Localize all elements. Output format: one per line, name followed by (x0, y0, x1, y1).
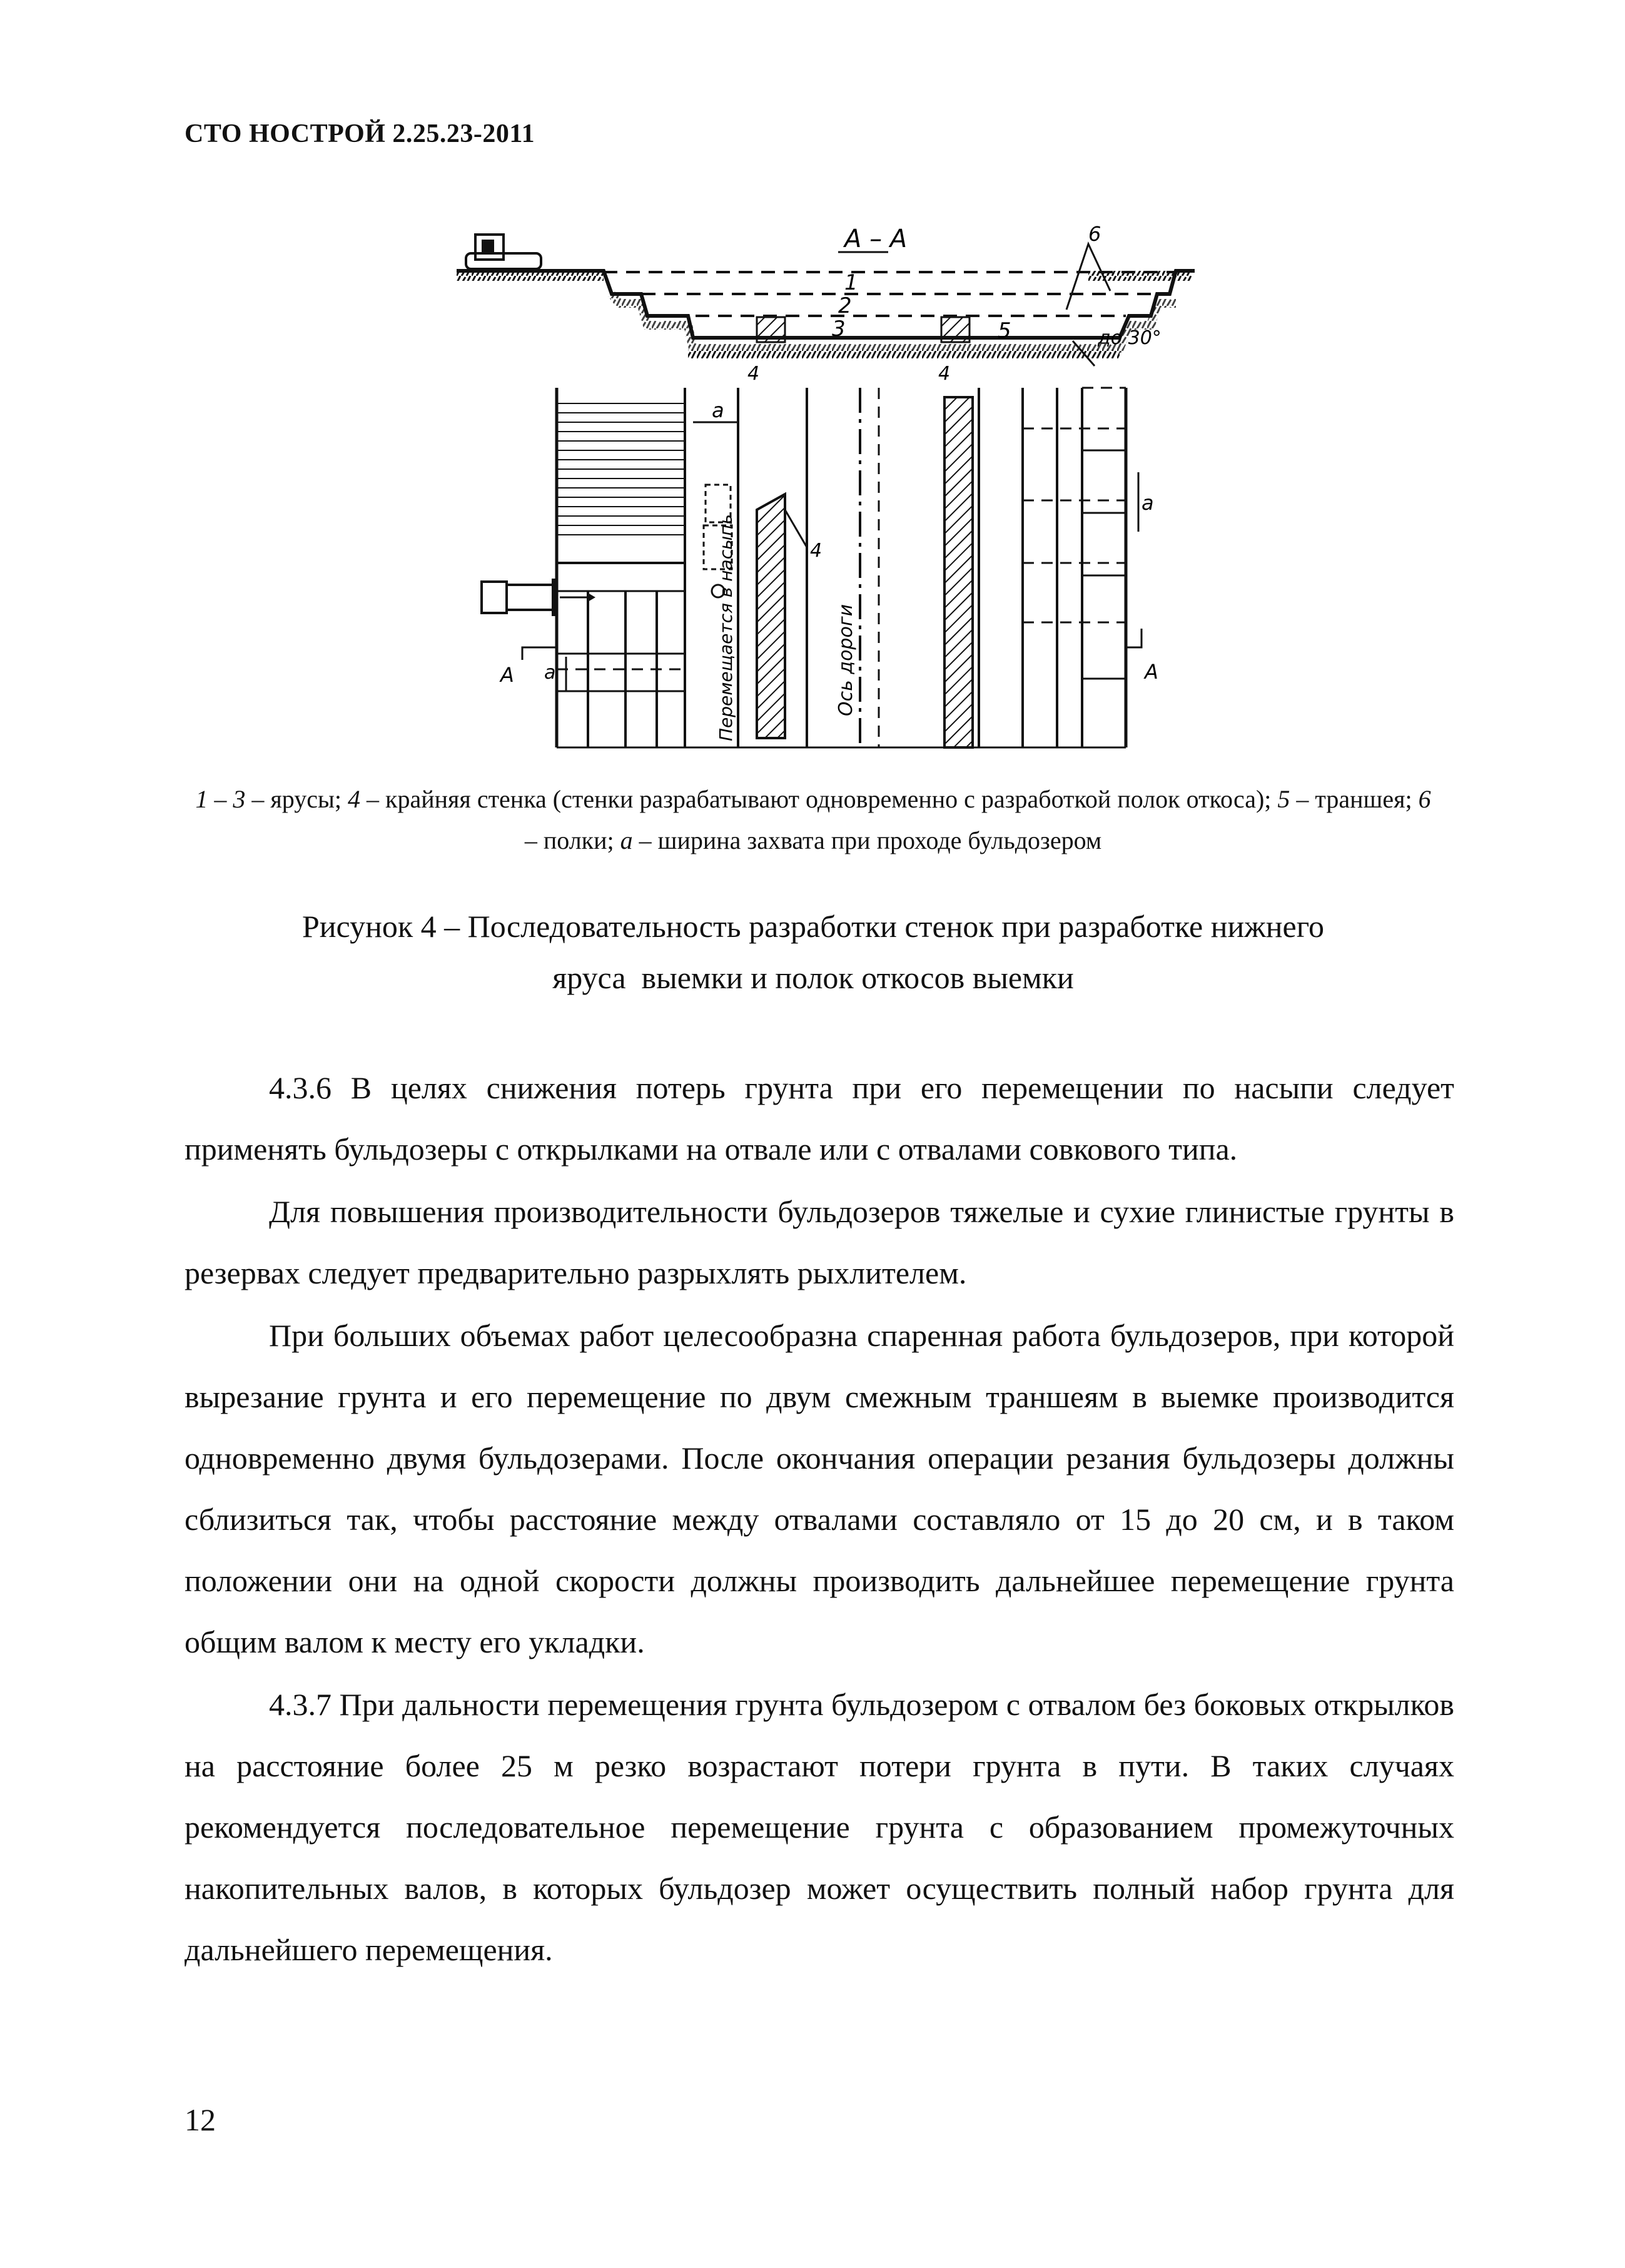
width-label-top: а (712, 398, 724, 422)
slope-label: до 30° (1098, 327, 1162, 349)
legend-key-4: 4 (348, 785, 361, 813)
diagram-svg (457, 216, 1195, 760)
legend-text-a: – ширина захвата при проходе бульдозером (632, 826, 1102, 854)
legend-text-1-3: – ярусы; (245, 785, 348, 813)
legend-key-1-3: 1 – 3 (195, 785, 246, 813)
section-label: А – А (844, 225, 908, 253)
tier-2-label: 2 (838, 293, 852, 318)
cut-mark-right: А (1145, 660, 1158, 684)
shelf-label: 6 (1088, 222, 1101, 246)
figure-title (188, 901, 1439, 1003)
width-label-right: а (1142, 491, 1154, 515)
figure-title-line-2: яруса выемки и полок откосов выемки (552, 960, 1074, 995)
legend-text-4: – крайняя стенка (стенки разрабатывают одновременно с разработкой полок откоса); (360, 785, 1278, 813)
excavation-diagram (457, 216, 1195, 760)
wall-section-right (941, 317, 969, 342)
wall-plan-label: 4 (810, 540, 823, 562)
paragraph-paired-work: При больших объемах работ целесообразна спаренная работа бульдозеров, при которой вырезание грунта и его перемещение по двум смежным траншеям в выемке производится одновременно двумя бульдозерами. После окончания операции резания бульдозеры должны сблизиться так, чтобы расстояние между отвалами составляло от 15 до 20 см, и в таком положении они на одной скорости должны производить дальнейшее перемещение грунта общим валом к месту его укладки. (185, 1318, 1454, 1659)
legend-text-6: – полки; (524, 826, 620, 854)
wall-plan-right (944, 397, 973, 747)
paragraph-4-3-6: 4.3.6 В целях снижения потерь грунта при его перемещении по насыпи следует применять бульдозеры с открылками на отвале или с отвалами совкового типа. (185, 1070, 1454, 1167)
legend-key-6: 6 (1418, 785, 1431, 813)
excavation-profile (457, 271, 1195, 338)
legend-key-a: а (620, 826, 633, 854)
figure-legend (188, 779, 1439, 861)
tier-1-label: 1 (844, 270, 858, 295)
trench-label: 5 (998, 318, 1011, 343)
excavated-strip (557, 397, 685, 563)
paragraph-clay-soils: Для повышения производительности бульдозеров тяжелые и сухие глинистые грунты в резервах следует предварительно разрыхлять рыхлителем. (185, 1194, 1454, 1290)
figure-title-line-1: Рисунок 4 – Последовательность разработки стенок при разработке нижнего (301, 909, 1324, 944)
body-text (185, 1057, 1454, 1982)
move-direction-label: Перемещается в насыпь (716, 514, 736, 741)
wall-section-left (757, 317, 785, 342)
tier-3-label: 3 (832, 316, 846, 342)
bulldozer-plan-left-icon (482, 579, 595, 616)
bulldozer-icon (466, 235, 541, 269)
wall-callout-right: 4 (938, 363, 951, 385)
paragraph-4-3-7: 4.3.7 При дальности перемещения грунта бульдозером с отвалом без боковых открылков на расстояние более 25 м резко возрастают потери грунта в пути. В таких случаях рекомендуется последовательное перемещение грунта с образованием промежуточных накопительных валов, в которых бульдозер может осуществить полный набор грунта для дальнейшего перемещения. (185, 1687, 1454, 1967)
width-label-left: а (544, 662, 556, 684)
wall-callout-left: 4 (747, 363, 760, 385)
legend-key-5: 5 (1277, 785, 1290, 813)
cut-mark-left: А (500, 663, 514, 687)
wall-plan-left (757, 494, 785, 738)
plan-view (482, 388, 1158, 747)
document-code-header: СТО НОСТРОЙ 2.25.23-2011 (185, 119, 535, 148)
cross-section (457, 222, 1195, 385)
legend-text-5: – траншея; (1290, 785, 1419, 813)
road-axis-label: Ось дороги (835, 604, 857, 716)
page-number: 12 (185, 2102, 216, 2137)
